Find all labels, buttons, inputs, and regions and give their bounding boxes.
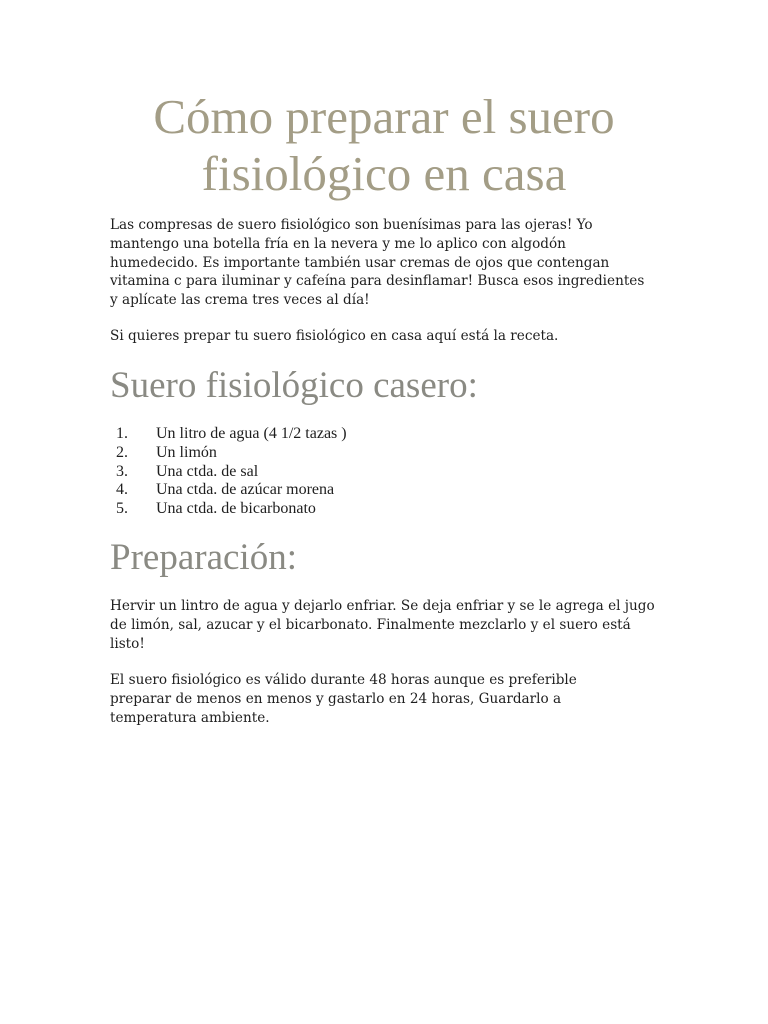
list-item-text: Una ctda. de azúcar morena bbox=[156, 481, 335, 499]
list-item bbox=[110, 425, 347, 444]
list-item bbox=[110, 500, 347, 519]
list-item-text: Una ctda. de sal bbox=[156, 462, 259, 480]
validity-paragraph: El suero fisiológico es válido durante 48 horas aunque es preferible preparar de menos en menos y gastarlo en 24 horas, Guardarlo a temperatura ambiente. bbox=[110, 672, 577, 726]
list-item-number: 5. bbox=[116, 500, 128, 518]
recipe-intro-paragraph: Si quieres prepar tu suero fisiológico en casa aquí está la receta. bbox=[110, 328, 559, 344]
list-item-number: 2. bbox=[116, 443, 128, 461]
list-item bbox=[110, 444, 347, 463]
list-item-text: Un limón bbox=[156, 443, 217, 461]
preparation-paragraph: Hervir un lintro de agua y dejarlo enfriar. Se deja enfriar y se le agrega el jugo de limón, sal, azucar y el bicarbonato. Finalmente mezclarlo y el suero está listo! bbox=[110, 598, 655, 652]
list-item-text: Un litro de agua (4 1/2 tazas ) bbox=[156, 425, 347, 442]
ingredients-heading: Suero fisiológico casero: bbox=[110, 365, 478, 406]
list-item bbox=[110, 481, 347, 500]
ingredients-list bbox=[110, 425, 347, 519]
page-title: Cómo preparar el suero fisiológico en casa bbox=[153, 89, 615, 201]
list-item-number: 1. bbox=[116, 425, 128, 442]
intro-paragraph: Las compresas de suero fisiológico son buenísimas para las ojeras! Yo mantengo una botella fría en la nevera y me lo aplico con algodón humedecido. Es importante también usar cremas de ojos que contengan vitamina c para iluminar y cafeína para desinflamar! Busca esos ingredientes y aplícate las crema tres veces al día! bbox=[110, 217, 645, 309]
list-item-text: Una ctda. de bicarbonato bbox=[156, 500, 316, 518]
list-item-number: 4. bbox=[116, 481, 128, 499]
preparation-heading: Preparación: bbox=[110, 537, 297, 578]
list-item-number: 3. bbox=[116, 462, 128, 480]
list-item bbox=[110, 463, 347, 482]
